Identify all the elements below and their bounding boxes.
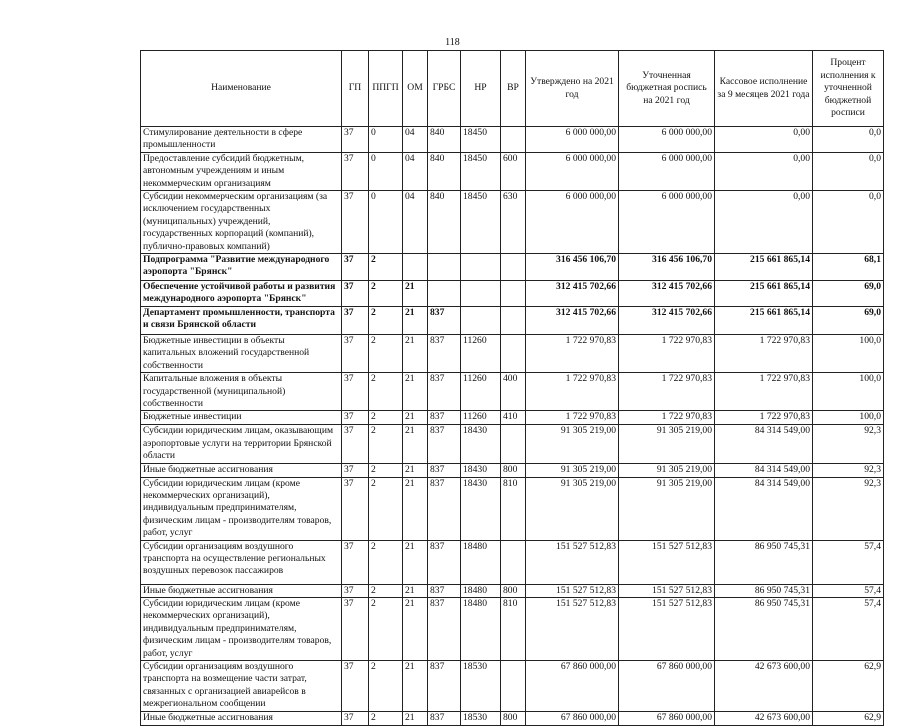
row-ppgp-cell: 2 [369, 477, 403, 540]
row-percent-cell: 57,4 [813, 584, 884, 597]
row-ppgp-cell: 0 [369, 127, 403, 153]
header-percent: Процент исполнения к уточненной бюджетной росписи [813, 51, 884, 127]
row-grbs-cell: 840 [428, 191, 461, 254]
row-cash-cell: 215 661 865,14 [715, 254, 813, 281]
table-row [141, 540, 884, 584]
row-vr-cell [501, 540, 526, 584]
row-ppgp-cell: 0 [369, 191, 403, 254]
header-row [141, 51, 884, 127]
row-vr-cell: 800 [501, 711, 526, 725]
row-approved-cell: 6 000 000,00 [526, 191, 619, 254]
row-name-cell: Субсидии некоммерческим организациям (за исключением государственных (муниципальных) учреждений, государственных корпораций (компаний), публично-правовых компаний) [141, 191, 342, 254]
row-gp-cell: 37 [342, 281, 369, 307]
row-nr-cell [461, 306, 501, 334]
row-om-cell: 04 [403, 152, 428, 190]
row-approved-cell: 151 527 512,83 [526, 540, 619, 584]
row-refined-cell: 1 722 970,83 [619, 411, 715, 425]
row-refined-cell: 151 527 512,83 [619, 597, 715, 660]
row-cash-cell: 1 722 970,83 [715, 373, 813, 411]
row-refined-cell: 91 305 219,00 [619, 425, 715, 463]
row-nr-cell [461, 254, 501, 281]
row-cash-cell: 42 673 600,00 [715, 711, 813, 725]
row-om-cell: 21 [403, 334, 428, 372]
row-vr-cell: 410 [501, 411, 526, 425]
row-ppgp-cell: 2 [369, 373, 403, 411]
row-name-cell: Обеспечение устойчивой работы и развития международного аэропорта "Брянск" [141, 281, 342, 307]
row-vr-cell: 810 [501, 597, 526, 660]
row-grbs-cell: 837 [428, 540, 461, 584]
header-ppgp: ППГП [369, 51, 403, 127]
row-grbs-cell: 837 [428, 425, 461, 463]
row-approved-cell: 151 527 512,83 [526, 597, 619, 660]
row-name-cell: Субсидии юридическим лицам (кроме некоммерческих организаций), индивидуальным предпринимателям, физическим лицам - производителям товаров, работ, услуг [141, 477, 342, 540]
row-cash-cell: 84 314 549,00 [715, 477, 813, 540]
table-row [141, 127, 884, 153]
row-cash-cell: 86 950 745,31 [715, 597, 813, 660]
row-name-cell: Предоставление субсидий бюджетным, автономным учреждениям и иным некоммерческим организациям [141, 152, 342, 190]
row-grbs-cell: 840 [428, 152, 461, 190]
row-om-cell: 04 [403, 127, 428, 153]
row-om-cell [403, 254, 428, 281]
row-gp-cell: 37 [342, 661, 369, 712]
row-vr-cell: 400 [501, 373, 526, 411]
row-name-cell: Бюджетные инвестиции [141, 411, 342, 425]
row-name-cell: Бюджетные инвестиции в объекты капитальных вложений государственной собственности [141, 334, 342, 372]
row-cash-cell: 1 722 970,83 [715, 334, 813, 372]
header-nr: НР [461, 51, 501, 127]
row-om-cell: 21 [403, 281, 428, 307]
row-cash-cell: 0,00 [715, 127, 813, 153]
row-nr-cell: 11260 [461, 411, 501, 425]
row-cash-cell: 86 950 745,31 [715, 584, 813, 597]
header-approved: Утверждено на 2021 год [526, 51, 619, 127]
header-cash: Кассовое исполнение за 9 месяцев 2021 года [715, 51, 813, 127]
row-approved-cell: 67 860 000,00 [526, 661, 619, 712]
row-percent-cell: 0,0 [813, 127, 884, 153]
row-grbs-cell: 837 [428, 334, 461, 372]
row-cash-cell: 84 314 549,00 [715, 425, 813, 463]
row-refined-cell: 312 415 702,66 [619, 306, 715, 334]
row-grbs-cell: 837 [428, 477, 461, 540]
row-vr-cell: 810 [501, 477, 526, 540]
row-gp-cell: 37 [342, 597, 369, 660]
row-gp-cell: 37 [342, 425, 369, 463]
row-om-cell: 21 [403, 463, 428, 477]
table-row [141, 597, 884, 660]
row-ppgp-cell: 2 [369, 281, 403, 307]
row-refined-cell: 151 527 512,83 [619, 540, 715, 584]
page-number: 118 [445, 37, 460, 48]
row-nr-cell: 18480 [461, 597, 501, 660]
row-approved-cell: 91 305 219,00 [526, 463, 619, 477]
row-approved-cell: 312 415 702,66 [526, 306, 619, 334]
row-approved-cell: 6 000 000,00 [526, 127, 619, 153]
row-ppgp-cell: 2 [369, 540, 403, 584]
row-ppgp-cell: 2 [369, 334, 403, 372]
header-name: Наименование [141, 51, 342, 127]
row-percent-cell: 100,0 [813, 373, 884, 411]
row-gp-cell: 37 [342, 411, 369, 425]
row-grbs-cell: 837 [428, 597, 461, 660]
row-gp-cell: 37 [342, 463, 369, 477]
row-grbs-cell: 837 [428, 661, 461, 712]
row-name-cell: Стимулирование деятельности в сфере промышленности [141, 127, 342, 153]
row-vr-cell [501, 254, 526, 281]
table-body [141, 127, 884, 726]
row-percent-cell: 57,4 [813, 540, 884, 584]
row-nr-cell: 18530 [461, 711, 501, 725]
table-row [141, 152, 884, 190]
table-row [141, 477, 884, 540]
budget-table [140, 50, 884, 726]
row-gp-cell: 37 [342, 254, 369, 281]
row-om-cell: 21 [403, 540, 428, 584]
row-refined-cell: 1 722 970,83 [619, 373, 715, 411]
row-refined-cell: 67 860 000,00 [619, 711, 715, 725]
row-approved-cell: 91 305 219,00 [526, 425, 619, 463]
row-nr-cell: 18430 [461, 425, 501, 463]
row-name-cell: Субсидии организациям воздушного транспорта на осуществление региональных воздушных перевозок пассажиров [141, 540, 342, 584]
row-percent-cell: 0,0 [813, 152, 884, 190]
row-ppgp-cell: 2 [369, 597, 403, 660]
row-cash-cell: 215 661 865,14 [715, 281, 813, 307]
row-ppgp-cell: 2 [369, 411, 403, 425]
row-refined-cell: 91 305 219,00 [619, 463, 715, 477]
row-vr-cell [501, 306, 526, 334]
row-percent-cell: 92,3 [813, 425, 884, 463]
row-cash-cell: 0,00 [715, 152, 813, 190]
row-vr-cell [501, 425, 526, 463]
row-vr-cell: 600 [501, 152, 526, 190]
row-approved-cell: 1 722 970,83 [526, 373, 619, 411]
row-grbs-cell: 837 [428, 711, 461, 725]
row-name-cell: Департамент промышленности, транспорта и связи Брянской области [141, 306, 342, 334]
table-row [141, 191, 884, 254]
row-approved-cell: 6 000 000,00 [526, 152, 619, 190]
row-name-cell: Капитальные вложения в объекты государственной (муниципальной) собственности [141, 373, 342, 411]
row-om-cell: 21 [403, 373, 428, 411]
row-percent-cell: 69,0 [813, 281, 884, 307]
row-nr-cell: 18480 [461, 540, 501, 584]
row-nr-cell: 11260 [461, 334, 501, 372]
row-ppgp-cell: 2 [369, 425, 403, 463]
row-grbs-cell: 837 [428, 463, 461, 477]
row-name-cell: Подпрограмма "Развитие международного аэропорта "Брянск" [141, 254, 342, 281]
row-gp-cell: 37 [342, 191, 369, 254]
row-nr-cell [461, 281, 501, 307]
table-row [141, 254, 884, 281]
row-refined-cell: 6 000 000,00 [619, 127, 715, 153]
row-approved-cell: 67 860 000,00 [526, 711, 619, 725]
row-refined-cell: 67 860 000,00 [619, 661, 715, 712]
row-ppgp-cell: 2 [369, 584, 403, 597]
table-row [141, 425, 884, 463]
row-grbs-cell: 837 [428, 411, 461, 425]
row-gp-cell: 37 [342, 127, 369, 153]
row-refined-cell: 6 000 000,00 [619, 152, 715, 190]
row-nr-cell: 11260 [461, 373, 501, 411]
row-nr-cell: 18450 [461, 127, 501, 153]
row-percent-cell: 100,0 [813, 334, 884, 372]
row-nr-cell: 18450 [461, 152, 501, 190]
row-grbs-cell: 837 [428, 373, 461, 411]
table-row [141, 373, 884, 411]
row-om-cell: 21 [403, 306, 428, 334]
table-row [141, 334, 884, 372]
row-vr-cell: 800 [501, 584, 526, 597]
header-gp: ГП [342, 51, 369, 127]
row-refined-cell: 1 722 970,83 [619, 334, 715, 372]
row-refined-cell: 316 456 106,70 [619, 254, 715, 281]
row-approved-cell: 316 456 106,70 [526, 254, 619, 281]
table-row [141, 711, 884, 725]
row-cash-cell: 84 314 549,00 [715, 463, 813, 477]
row-om-cell: 21 [403, 477, 428, 540]
row-refined-cell: 151 527 512,83 [619, 584, 715, 597]
row-percent-cell: 62,9 [813, 711, 884, 725]
row-vr-cell: 630 [501, 191, 526, 254]
row-grbs-cell: 837 [428, 306, 461, 334]
row-percent-cell: 68,1 [813, 254, 884, 281]
row-vr-cell [501, 661, 526, 712]
row-percent-cell: 57,4 [813, 597, 884, 660]
row-grbs-cell [428, 254, 461, 281]
table-row [141, 661, 884, 712]
row-ppgp-cell: 2 [369, 711, 403, 725]
row-ppgp-cell: 2 [369, 306, 403, 334]
row-vr-cell [501, 281, 526, 307]
row-om-cell: 21 [403, 597, 428, 660]
row-name-cell: Субсидии юридическим лицам, оказывающим аэропортовые услуги на территории Брянской области [141, 425, 342, 463]
table-row [141, 281, 884, 307]
row-percent-cell: 69,0 [813, 306, 884, 334]
row-cash-cell: 42 673 600,00 [715, 661, 813, 712]
row-percent-cell: 0,0 [813, 191, 884, 254]
row-approved-cell: 1 722 970,83 [526, 334, 619, 372]
row-approved-cell: 312 415 702,66 [526, 281, 619, 307]
row-cash-cell: 0,00 [715, 191, 813, 254]
header-grbs: ГРБС [428, 51, 461, 127]
row-cash-cell: 1 722 970,83 [715, 411, 813, 425]
row-om-cell: 21 [403, 711, 428, 725]
row-gp-cell: 37 [342, 477, 369, 540]
row-om-cell: 21 [403, 425, 428, 463]
header-vr: ВР [501, 51, 526, 127]
row-gp-cell: 37 [342, 334, 369, 372]
row-nr-cell: 18430 [461, 477, 501, 540]
row-gp-cell: 37 [342, 373, 369, 411]
table-row [141, 584, 884, 597]
row-om-cell: 04 [403, 191, 428, 254]
row-name-cell: Субсидии организациям воздушного транспорта на возмещение части затрат, связанных с организацией авиарейсов в межрегиональном сообщении [141, 661, 342, 712]
header-om: ОМ [403, 51, 428, 127]
row-approved-cell: 151 527 512,83 [526, 584, 619, 597]
row-nr-cell: 18480 [461, 584, 501, 597]
row-percent-cell: 62,9 [813, 661, 884, 712]
row-approved-cell: 91 305 219,00 [526, 477, 619, 540]
row-grbs-cell [428, 281, 461, 307]
row-om-cell: 21 [403, 584, 428, 597]
row-nr-cell: 18430 [461, 463, 501, 477]
row-ppgp-cell: 2 [369, 254, 403, 281]
row-gp-cell: 37 [342, 540, 369, 584]
row-vr-cell [501, 127, 526, 153]
row-approved-cell: 1 722 970,83 [526, 411, 619, 425]
row-gp-cell: 37 [342, 711, 369, 725]
row-gp-cell: 37 [342, 152, 369, 190]
row-name-cell: Иные бюджетные ассигнования [141, 463, 342, 477]
row-name-cell: Иные бюджетные ассигнования [141, 584, 342, 597]
row-percent-cell: 92,3 [813, 463, 884, 477]
row-refined-cell: 91 305 219,00 [619, 477, 715, 540]
row-ppgp-cell: 2 [369, 463, 403, 477]
row-percent-cell: 92,3 [813, 477, 884, 540]
header-refined: Уточненная бюджетная роспись на 2021 год [619, 51, 715, 127]
row-name-cell: Субсидии юридическим лицам (кроме некоммерческих организаций), индивидуальным предпринимателям, физическим лицам - производителям товаров, работ, услуг [141, 597, 342, 660]
row-vr-cell: 800 [501, 463, 526, 477]
row-cash-cell: 86 950 745,31 [715, 540, 813, 584]
row-cash-cell: 215 661 865,14 [715, 306, 813, 334]
table-row [141, 463, 884, 477]
row-refined-cell: 312 415 702,66 [619, 281, 715, 307]
row-percent-cell: 100,0 [813, 411, 884, 425]
row-grbs-cell: 840 [428, 127, 461, 153]
row-om-cell: 21 [403, 411, 428, 425]
row-ppgp-cell: 2 [369, 661, 403, 712]
row-name-cell: Иные бюджетные ассигнования [141, 711, 342, 725]
table-row [141, 306, 884, 334]
table-row [141, 411, 884, 425]
row-grbs-cell: 837 [428, 584, 461, 597]
row-om-cell: 21 [403, 661, 428, 712]
row-nr-cell: 18530 [461, 661, 501, 712]
row-ppgp-cell: 0 [369, 152, 403, 190]
row-vr-cell [501, 334, 526, 372]
row-gp-cell: 37 [342, 306, 369, 334]
row-nr-cell: 18450 [461, 191, 501, 254]
row-refined-cell: 6 000 000,00 [619, 191, 715, 254]
row-gp-cell: 37 [342, 584, 369, 597]
